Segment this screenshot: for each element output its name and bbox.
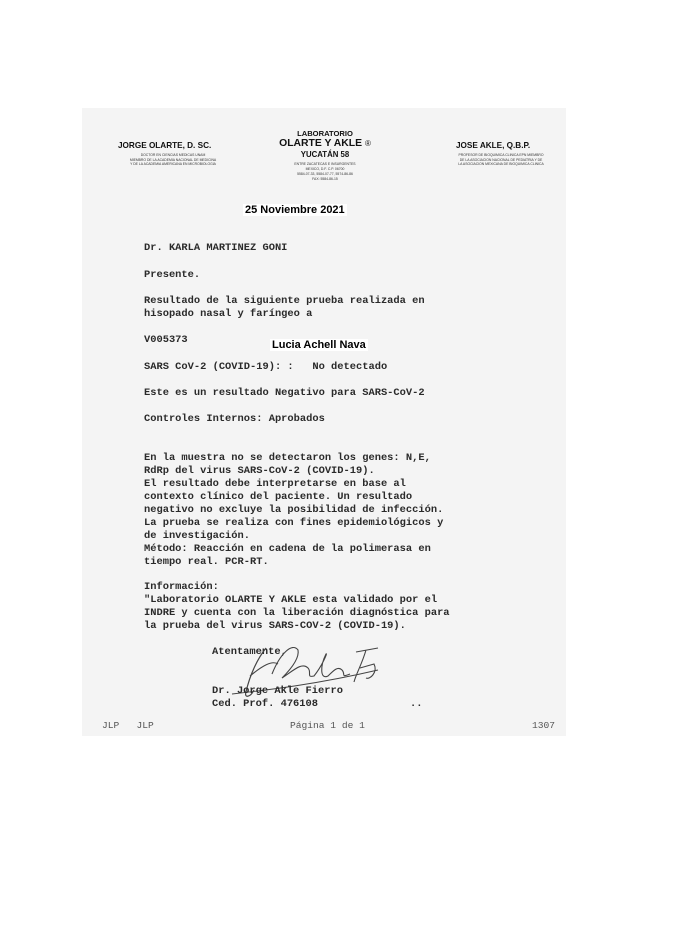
note-line: RdRp del virus SARS-CoV-2 (COVID-19). xyxy=(144,465,375,477)
negative-statement: Este es un resultado Negativo para SARS-CoV-2 xyxy=(144,387,425,399)
header-center-line: MEXICO, D.F. C.P. 06700 xyxy=(305,167,345,171)
note-line: El resultado debe interpretarse en base al xyxy=(144,478,406,490)
test-result: SARS CoV-2 (COVID-19): : No detectado xyxy=(144,361,388,373)
page-number: Página 1 de 1 xyxy=(290,720,365,731)
note-line: de investigación. xyxy=(144,530,251,542)
header-center-line: 5584-07-33, 5584-07-77, 5574-86-86 xyxy=(297,172,353,176)
note-line: contexto clínico del paciente. Un resultado xyxy=(144,491,413,503)
info-line: la prueba del virus SARS-COV-2 (COVID-19). xyxy=(144,620,406,632)
header-center-line: ENTRE ZACATECAS E INSURGENTES xyxy=(294,162,356,166)
note-line: La prueba se realiza con fines epidemiológicos y xyxy=(144,517,444,529)
note-line: Método: Reacción en cadena de la polimerasa en xyxy=(144,543,431,555)
note-line: tiempo real. PCR-RT. xyxy=(144,556,269,568)
license-dots: .. xyxy=(410,698,423,710)
info-line: "Laboratorio OLARTE Y AKLE esta validado por el xyxy=(144,594,438,606)
footer-initials: JLP JLP xyxy=(102,720,154,731)
patient-name: Lucia Achell Nava xyxy=(272,339,366,351)
lab-name: OLARTE Y AKLE xyxy=(279,138,363,149)
note-line: negativo no excluye la posibilidad de infección. xyxy=(144,504,444,516)
header-left-name: JORGE OLARTE, D. SC. xyxy=(118,141,212,150)
registered-mark: ® xyxy=(364,139,371,148)
license-number: Ced. Prof. 476108 xyxy=(212,698,319,710)
note-line: En la muestra no se detectaron los genes: N,E, xyxy=(144,452,431,464)
result-intro: hisopado nasal y faríngeo a xyxy=(144,308,313,320)
header-left-line: DOCTOR EN CIENCIAS MEDICAS UNAM xyxy=(140,153,206,157)
closing: Atentamente, xyxy=(212,646,287,658)
signer-name: Dr. Jorge Akle Fierro xyxy=(212,685,343,697)
result-intro: Resultado de la siguiente prueba realizada en xyxy=(144,295,425,307)
patient-code: V005373 xyxy=(144,334,188,346)
header-right-line: LA ASOCIACION MEXICANA DE BIOQUIMICA CLINICA xyxy=(458,162,544,166)
header-center-line: FAX: 5584-86-15 xyxy=(312,177,338,181)
info-title: Información: xyxy=(144,581,219,593)
header-right-line: DE LA ASOCIACION NACIONAL DE PEDIATRIA Y DE xyxy=(459,157,543,162)
header-right-line: PROFESOR DE BIOQUIMICA CLINICA EPN MIEMBRO xyxy=(458,153,544,157)
header-center-name xyxy=(262,138,388,149)
header-left-line: Y DE LA ACADEMIA AMERICANA EN MICROBIOLOGIA xyxy=(130,162,216,166)
header-left-line: MIEMBRO DE LA ACADEMIA NACIONAL DE MEDICINA xyxy=(129,157,217,162)
doctor-name: Dr. KARLA MARTINEZ GONI xyxy=(144,242,288,254)
header-center-top: LABORATORIO xyxy=(297,129,353,138)
footer-code: 1307 xyxy=(532,720,556,731)
presente: Presente. xyxy=(144,269,201,281)
internal-controls: Controles Internos: Aprobados xyxy=(144,413,325,425)
header-right-name: JOSE AKLE, Q.B.P. xyxy=(456,141,531,150)
header-center-street: YUCATÁN 58 xyxy=(300,150,350,159)
info-line: INDRE y cuenta con la liberación diagnóstica para xyxy=(144,607,450,619)
report-date: 25 Noviembre 2021 xyxy=(245,204,345,216)
